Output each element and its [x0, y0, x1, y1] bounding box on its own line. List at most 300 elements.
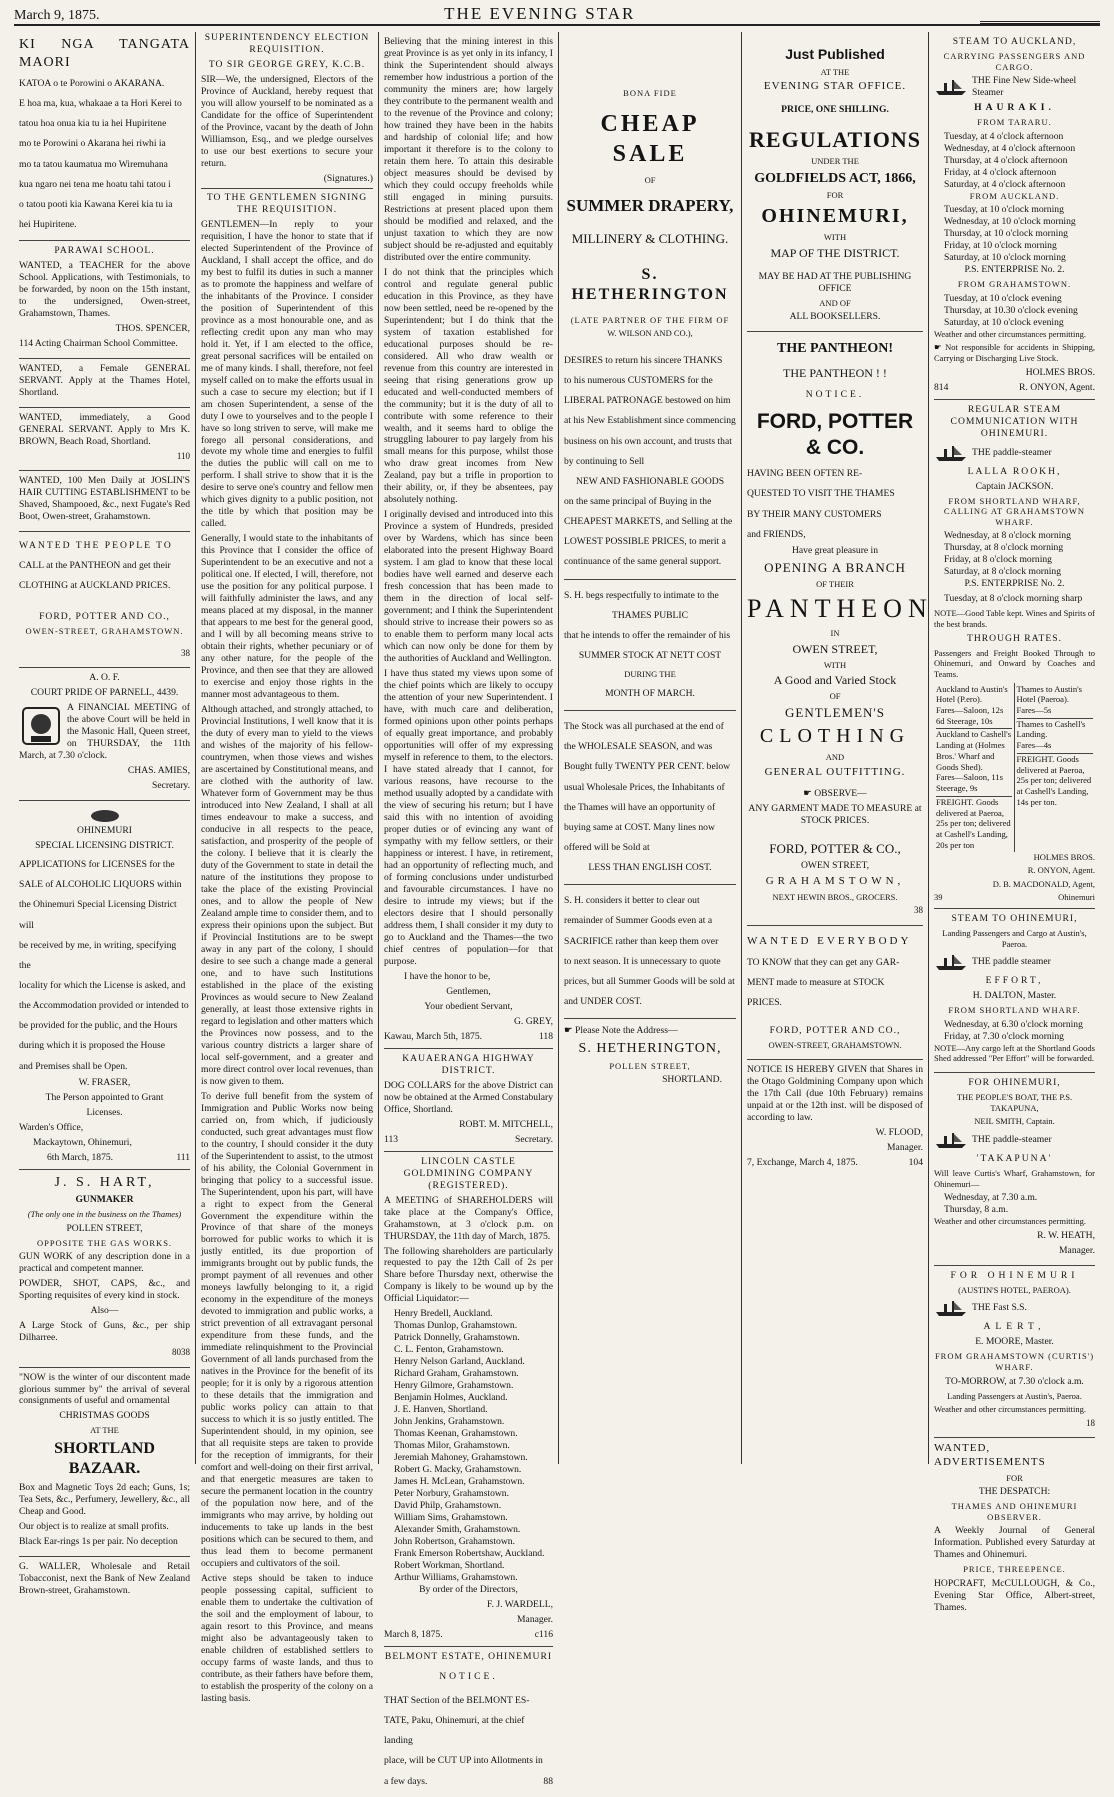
lincoln-castle-ad [384, 1152, 553, 1647]
column-1 [14, 32, 196, 1596]
act-name: GOLDFIELDS ACT, 1866, [754, 170, 916, 186]
belmont-body [384, 1691, 553, 1792]
column-6 [929, 32, 1100, 1613]
under-the: UNDER THE [811, 156, 859, 167]
ad-line [384, 1772, 553, 1792]
ship-name: HAURAKI. [974, 102, 1055, 114]
weather-note: Weather and other circumstances permitting. [934, 1404, 1087, 1415]
requisition-signatures: (Signatures.) [323, 172, 373, 184]
fare-route: Auckland to Austin's Hotel (P.ero). [936, 683, 1008, 705]
newspaper-title: THE EVENING STAR [444, 4, 636, 23]
list-item: Tuesday, at 4 o'clock afternoon [944, 130, 1064, 142]
clothing: CLOTHING [759, 725, 911, 748]
opening-branch: OPENING A BRANCH [764, 559, 906, 575]
steam-title: FOR OHINEMURI, [968, 1077, 1061, 1089]
agent-name: R. ONYON, Agent. [1027, 865, 1095, 876]
requisition-title: SUPERINTENDENCY ELECTION REQUISITION. [204, 32, 370, 55]
ship-name: ALERT, [983, 1321, 1046, 1333]
gunmaker-body: GUN WORK of any description done in a practical and competent manner. [19, 1251, 190, 1275]
steamship-icon [934, 1298, 968, 1318]
maori-line: hei Hupiritene. [19, 218, 77, 230]
table-note: NOTE—Good Table kept. Wines and Spirits of the best brands. [934, 608, 1095, 630]
ad-line: locality for which the License is asked, and [19, 980, 186, 992]
despatch-price: PRICE, THREEPENCE. [963, 1564, 1066, 1575]
aof-title: A. O. F. [89, 672, 120, 684]
notice-manager: Manager. [887, 1141, 923, 1153]
shareholder-list [384, 1308, 553, 1584]
ad-line: HAVING BEEN OFTEN RE- [747, 468, 863, 480]
bazaar-body: "NOW is the winter of our discontent made glorious summer by" the arrival of several consignments of useful and ornamental [19, 1371, 190, 1407]
bazaar-ad [19, 1368, 190, 1557]
ad-number: 113 [384, 1133, 399, 1145]
aof-secretary: Secretary. [152, 780, 190, 792]
maori-line: E hoa ma, kua, whakaae a ta Hori Kerei to [19, 98, 182, 110]
ship-master: E. MOORE, Master. [975, 1336, 1054, 1348]
merchant-late: (LATE PARTNER OF THE FIRM OF [570, 314, 730, 325]
ad-line: CALL at the PANTHEON and get their [19, 560, 171, 572]
month-of-march: MONTH OF MARCH. [605, 687, 695, 699]
maori-title: KI NGA TANGATA MAORI [19, 37, 190, 70]
merchant-name: S. HETHERINGTON [571, 265, 729, 303]
masthead-rule [980, 21, 1100, 24]
belmont-ad [384, 1647, 553, 1797]
ad-number: 104 [908, 1156, 923, 1168]
tobacconist-ad [19, 1557, 190, 1605]
gunmaker-also: Also— [90, 1305, 119, 1317]
requisition-body: SIR—We, the undersigned, Electors of the Province of Auckland, hereby request that you will allow yourself to be nominated as a Candidate for the office of Superintendent of the Province, vacant by the death of John Williamson, Esq., and we pledge ourselves to use our best exertions to secure your return. [201, 73, 373, 169]
list-item: Tuesday, at 10 o'clock morning [944, 204, 1064, 216]
list-item: Friday, at 7.30 o'clock morning [944, 1030, 1064, 1042]
bazaar-at: AT THE [90, 1425, 119, 1436]
observer-title: THAMES AND OHINEMURI OBSERVER. [951, 1501, 1078, 1522]
fare-route: Thames to Austin's Hotel (Paeroa). [1016, 683, 1083, 705]
list-item: J. E. Hanven, Shortland. [394, 1404, 488, 1416]
effort-ad [934, 909, 1095, 1073]
publisher: HOPCRAFT, McCULLOUGH, & Co., Evening Star Office, Albert-street, Thames. [934, 1577, 1095, 1613]
maori-line: mo ta tatou kaumatua mo Wiremuhana [19, 158, 168, 170]
ad-line: CLOTHING at AUCKLAND PRICES. [19, 580, 171, 592]
bazaar-rings: Black Ear-rings 1s per pair. No deception [19, 1536, 178, 1548]
freight-rate: FREIGHT. Goods delivered at Paeroa, 25s per ton; delivered at Cashell's Landing, 14s per ton. [1016, 753, 1092, 807]
highway-signature: ROBT. M. MITCHELL, [459, 1118, 553, 1130]
list-item: Arthur Williams, Grahamstown. [394, 1572, 518, 1584]
steam-subtitle: CARRYING PASSENGERS AND CARGO. [943, 50, 1086, 72]
fare-route: Auckland to Cashell's Landing at (Holmes Bros.' Wharf and Goods Shed). [936, 729, 1012, 772]
maori-notice [19, 32, 190, 241]
may-be-had: MAY BE HAD AT THE PUBLISHING OFFICE [758, 270, 912, 294]
timetable [934, 204, 1095, 264]
hetherington-ad [564, 32, 736, 1086]
with-label: WITH [823, 232, 847, 243]
pointing-hand-icon: ☛ [934, 342, 946, 353]
departure-heading: FROM GRAHAMSTOWN (CURTIS') WHARF. [934, 1351, 1095, 1372]
reply-paragraph: To derive full benefit from the system of Immigration and Public Works now being carried on, from which, if judiciously conducted, such great advantages must flow to the country, I should consider it the duty of the Superintendent to assist, to the utmost of his ability, the Colonial Government in bringing that policy to a successful issue. The Superintendent, upon his part, will have a right to expect from the General Government the expenditure within the Province of that share of the moneys borrowed for public works to which it is justly entitled, its due proportion of immigrants brought out by public funds, the prompt payment of all revenues and other moneys lawfully belonging to it, a rigid economy in the expenditure of the moneys devoted to immigration and public works, a strict prevention of all extravagant personal expenditure from these funds, and the immediate relinquishment to the Provincial Government of all lands purchased from the natives in the Province for the benefit of its people; for it is only by a rigorous attention to these details that the immigration and public works policy can attain to that success to which it is so justly entitled. The Superintendent should, in my opinion, see that all requisite steps are taken to provide for the reception of immigrants, for their comfort and well-doing on their first arrival, and that energetic measures are taken to secure the permanent location in the country of the population now here, and of the immigrants who may arrive, by holding out inducements to take up lands in the best positions which can be secured to them, and thus lead them to become permanent occupiers and cultivators of the soil. [201, 1090, 373, 1570]
ad-line: and Premises shall be Open. [19, 1060, 128, 1072]
timetable [934, 293, 1095, 329]
licensing-date: 6th March, 1875. [47, 1151, 114, 1163]
fare-price: Fares—Saloon, 12s 6d Steerage, 10s [936, 704, 1004, 726]
with-label: WITH [823, 659, 847, 670]
lalla-rookh-ad [934, 400, 1095, 909]
steamship-icon [934, 443, 968, 463]
map-label: MAP OF THE DISTRICT. [770, 245, 900, 260]
weather-note: Weather and other circumstances permitting. [934, 1216, 1087, 1227]
ad-line-text: a few days. [384, 1775, 428, 1787]
divider [564, 884, 736, 885]
school-body: WANTED, a TEACHER for the above School. Applications, with Testimonials, to be forwarded, by noon on the 15th instant, to the undersigned, Owen-street, Grahamstown, Thames. [19, 260, 190, 320]
of-label: OF [829, 691, 841, 702]
regulations-title: REGULATIONS [749, 126, 921, 152]
ad-line: CHEAPEST MARKETS, and Selling at the [564, 516, 733, 528]
list-item: Thomas Milor, Grahamstown. [394, 1440, 510, 1452]
ship-name: P.S. ENTERPRISE No. 2. [964, 264, 1065, 276]
at-the: AT THE [820, 66, 850, 77]
sale-of: OF [644, 174, 656, 185]
list-item: Saturday, at 10 o'clock morning [944, 252, 1066, 264]
ad-line: business on his own account, and trusts that [564, 435, 732, 447]
ad-line: TATE, Paku, Ohinemuri, at the chief landing [384, 1715, 525, 1747]
rates-title: THROUGH RATES. [966, 632, 1063, 644]
notice-signature: W. FLOOD, [875, 1126, 923, 1138]
ship-captain: NEIL SMITH, Captain. [974, 1116, 1055, 1127]
list-item: Thursday, at 10.30 o'clock evening [944, 304, 1078, 316]
ad-line: WANTED THE PEOPLE TO [19, 540, 173, 552]
ad-line: and UNDER COST. [564, 995, 642, 1007]
firm-name: FORD, POTTER AND CO., [769, 1025, 901, 1037]
steam-title: FOR OHINEMURI [950, 1269, 1079, 1281]
letter-closing: I have the honor to be, [404, 970, 491, 982]
school-title: PARAWAI SCHOOL. [54, 245, 155, 257]
list-item: Benjamin Holmes, Auckland. [394, 1392, 508, 1404]
cargo-note: NOTE—Any cargo left at the Shortland Goods Shed addressed "Per Effort" will be forwarded. [934, 1042, 1095, 1064]
ship-name: 'TAKAPUNA' [976, 1152, 1053, 1164]
ad-line: DESIRES to return his sincere THANKS [564, 355, 723, 366]
otago-notice [747, 1060, 923, 1174]
steam-title: STEAM TO OHINEMURI, [951, 913, 1078, 925]
merchant-body-4 [564, 891, 736, 1012]
royal-arms-icon [87, 807, 123, 823]
list-item: Peter Norbury, Grahamstown. [394, 1488, 510, 1500]
ad-number: c116 [534, 1629, 553, 1641]
ad-number: 88 [543, 1775, 553, 1787]
agent-row [934, 892, 1095, 903]
foresters-crest-icon [19, 704, 63, 748]
ad-line: the Thames will have an opportunity of [564, 801, 716, 813]
list-item: Thursday, at 4 o'clock afternoon [944, 154, 1068, 166]
general-servant-ad [19, 408, 190, 471]
list-item: Robert Workman, Shortland. [394, 1560, 505, 1572]
list-item: Henry Gilmore, Grahamstown. [394, 1380, 514, 1392]
fares-table [934, 683, 1095, 852]
list-item: William Sims, Grahamstown. [394, 1512, 508, 1524]
responsibility-line [934, 342, 1095, 363]
and-label: AND [825, 752, 845, 763]
next-to: NEXT HEWIN BROS., GROCERS. [772, 891, 898, 902]
ad-text: WANTED, 100 Men Daily at JOSLIN'S HAIR CUTTING ESTABLISHMENT to be Shaved, Shampooed, &c., next Fugate's Red Boot, Owen-street, Grahamstown. [19, 475, 190, 523]
ad-line: Bought fully TWENTY PER CENT. below [564, 761, 731, 773]
letter-date-row [384, 1031, 553, 1043]
list-item: Saturday, at 10 o'clock evening [944, 316, 1064, 328]
licensing-date-row [19, 1152, 190, 1164]
list-item: John Jenkins, Grahamstown. [394, 1416, 505, 1428]
fare-price: Fares—5s [1016, 704, 1052, 715]
steam-subtitle: (AUSTIN'S HOTEL, PAEROA). [958, 1284, 1071, 1295]
barber-ad [19, 471, 190, 532]
ad-number: 111 [176, 1151, 190, 1163]
merchant-firm: W. WILSON AND CO.), [607, 328, 693, 339]
office-name: EVENING STAR OFFICE. [763, 80, 907, 93]
ad-line: the WHOLESALE SEASON, and was [564, 741, 713, 753]
of-their: OF THEIR [816, 579, 854, 590]
address-town: SHORTLAND. [662, 1074, 722, 1086]
varied-stock: A Good and Varied Stock [773, 673, 897, 688]
list-item: Henry Nelson Garland, Auckland. [394, 1356, 525, 1368]
list-item: Robert G. Macky, Grahamstown. [394, 1464, 522, 1476]
ship-master: H. DALTON, Master. [972, 990, 1057, 1002]
gunmaker-tagline: (The only one in the business on the Thames) [27, 1209, 182, 1220]
observe-text: OBSERVE— [814, 787, 867, 799]
notice-date-row [747, 1157, 923, 1169]
list-item: Tuesday, at 8 o'clock morning sharp [944, 593, 1083, 605]
ship-name: P.S. ENTERPRISE No. 2. [964, 578, 1065, 590]
for-label: FOR [1006, 1472, 1023, 1483]
list-item: Tuesday, at 10 o'clock evening [944, 292, 1062, 304]
agent-name: R. ONYON, Agent. [1019, 381, 1095, 393]
departure-heading: FROM SHORTLAND WHARF, CALLING AT GRAHAMSTOWN WHARF. [943, 495, 1086, 527]
sale-millinery: MILLINERY & CLOTHING. [571, 230, 729, 246]
despatch-headline: WANTED, ADVERTISEMENTS [934, 1442, 1046, 1468]
bazaar-items: Box and Magnetic Toys 2d each; Guns, 1s; Tea Sets, &c., Perfumery, Jewellery, &c., all Cheap and Good. [19, 1482, 190, 1518]
female-servant-ad [19, 359, 190, 408]
freight-rate: FREIGHT. Goods delivered at Paeroa, 25s per ton; delivered at Cashell's Landing, 20s per ton [936, 796, 1011, 850]
highway-title: KAUAERANGA HIGHWAY DISTRICT. [402, 1052, 535, 1076]
timetable [934, 1019, 1095, 1043]
list-item: Saturday, at 8 o'clock morning [944, 566, 1062, 578]
departure-heading: FROM SHORTLAND WHARF. [948, 1005, 1081, 1016]
list-item: Wednesday, at 7.30 a.m. [944, 1192, 1038, 1204]
ad-line: LIBERAL PATRONAGE bestowed on him [564, 395, 731, 407]
steamship-icon [934, 77, 968, 97]
list-item: Friday, at 8 o'clock morning [944, 554, 1052, 566]
departure-heading: FROM TARARU. [977, 117, 1052, 128]
belmont-title: BELMONT ESTATE, OHINEMURI [384, 1651, 553, 1662]
column-5 [742, 32, 933, 1464]
ad-line: continuance of the same general support. [564, 556, 722, 568]
ad-line: PRICES. [747, 996, 782, 1008]
letter-paragraph: Believing that the mining interest in this great Province is as yet only in its infancy, I think the Superintendent should always remember how industrious a portion of the community the miners are; how largely they contribute to the permanent wealth and to the revenue of the Province and colony; how trained they have been in the habits and hardship of colonial life; and how important it therefore is to the colony to retain them here. To attain this desirable object measures should be devised by which they could occupy freeholds while still engaged in mining pursuits. Restrictions at present placed upon them should be modified and relaxed, and the unjust taxation to which they are now subject should be re-adjusted and equitably distributed over the entire community. [384, 36, 553, 263]
ad-number: 18 [1086, 1417, 1095, 1428]
licensing-place: Mackaytown, Ohinemuri, [33, 1136, 132, 1148]
letter-signature: G. GREY, [513, 1015, 553, 1027]
ship-intro: THE Fast S.S. [972, 1302, 1027, 1314]
issue-date: March 9, 1875. [14, 8, 100, 23]
requisition-to: TO SIR GEORGE GREY, K.C.B. [208, 58, 366, 70]
list-item: Jeremiah Mahoney, Grahamstown. [394, 1452, 528, 1464]
gunmaker-stock: A Large Stock of Guns, &c., per ship Dilharree. [19, 1320, 190, 1344]
ship-intro: THE paddle-steamer [972, 446, 1052, 458]
ad-line: at his New Establishment since commencing [564, 415, 736, 427]
ad-line: and FRIENDS, [747, 528, 806, 540]
ad-line: place, will be CUT UP into Allotments in [384, 1755, 543, 1767]
ad-line: remainder of Summer Goods even at a [564, 915, 713, 927]
address-name: S. HETHERINGTON, [578, 1041, 722, 1057]
gunmaker-location: OPPOSITE THE GAS WORKS. [36, 1237, 173, 1248]
list-item: Patrick Donnelly, Grahamstown. [394, 1332, 520, 1344]
reply-paragraph: Active steps should be taken to induce people possessing capital, sufficient to enable them to undertake the cultivation of the soil and the employment of labour, to again resort to this Province, and means might also be advantageously taken to enable children of established settlers to occupy farms of waste lands, and thus to contribute, as their fathers have before them, to establish the prosperity of the colony on a lasting basis. [201, 1573, 373, 1704]
ad-line: to his numerous CUSTOMERS for the [564, 375, 713, 387]
bazaar-goods: CHRISTMAS GOODS [59, 1410, 150, 1422]
ship-row [934, 1298, 1095, 1318]
alert-ad [934, 1266, 1095, 1438]
ad-line: usual Wholesale Prices, the Inhabitants of [564, 781, 725, 793]
steam-subtitle: THE PEOPLE'S BOAT, THE P.S. TAKAPUNA, [956, 1092, 1073, 1113]
reply-paragraph: GENTLEMEN—In reply to your requisition, I have the honor to state that if elected Superintendent of the Province of Auckland, I shall accept the office, and do my best to fulfil its duties in such a manner as to promote the happiness and welfare of the inhabitants of the Province. I consider the position of Superintendent of this province as a most honourable one, and as reflecting credit upon any man who may hold it. Yet, if I am elected to the office, great personal sacrifices will be entailed on me of many kinds. I shall, therefore, not feel myself called on to make the efforts usual in such a case to secure my election; but if I am chosen Superintendent, a sense of the duty I owe to yourselves and to the people I have so long striven to serve, will make me forego all personal considerations, and devote my whole time and energies to fulfil the duties the public will call on me to perform. I shall strive to show that it is the desire to serve one's country and fellow men which gives dignity to a public position, not the title by which that position may be called. [201, 218, 373, 530]
list-item: James H. McLean, Grahamstown. [394, 1476, 525, 1488]
pantheon-big: PANTHEON [747, 593, 933, 623]
bazaar-object: Our object is to realize at small profits. [19, 1521, 169, 1533]
firm-address: OWEN-STREET, GRAHAMSTOWN. [25, 625, 184, 636]
address-note [564, 1025, 736, 1037]
steam-subtitle: Landing Passengers and Cargo at Austin's, Paeroa. [942, 928, 1087, 949]
agent-name: D. B. MACDONALD, Agent, [992, 878, 1095, 889]
licensing-signature: W. FRASER, [78, 1076, 131, 1088]
ship-row [934, 443, 1095, 463]
lincoln-date-row [384, 1629, 553, 1641]
and-of: AND OF [819, 297, 851, 308]
ad-number: 814 [934, 381, 949, 393]
gentlemens: GENTLEMEN'S [784, 705, 885, 721]
thames-public: THAMES PUBLIC [612, 609, 688, 621]
belmont-notice: NOTICE. [439, 1670, 498, 1682]
list-item: Richard Graham, Grahamstown. [394, 1368, 519, 1380]
ad-line: BY THEIR MANY CUSTOMERS [747, 508, 882, 520]
steamship-icon [934, 1130, 968, 1150]
despatch-title: THE DESPATCH: [978, 1486, 1051, 1498]
maori-line: o tatou pooti kia Kawana Kerei kia tu ia [19, 198, 173, 210]
landing-note: Landing Passengers at Austin's, Paeroa. [947, 1390, 1082, 1401]
list-item: Friday, at 10 o'clock morning [944, 240, 1057, 252]
list-item: Thomas Keenan, Grahamstown. [394, 1428, 518, 1440]
takapuna-ad [934, 1073, 1095, 1266]
ad-line: QUESTED TO VISIT THE THAMES [747, 488, 895, 500]
licensing-role: Licenses. [86, 1106, 123, 1118]
divider [564, 579, 736, 580]
ad-number: 38 [914, 905, 923, 916]
grey-letter-continued [384, 32, 553, 1049]
notice-label: NOTICE. [805, 388, 865, 400]
ad-line: during which it is proposed the House [19, 1040, 166, 1052]
lincoln-manager: Manager. [517, 1614, 553, 1626]
departure-heading: FROM GRAHAMSTOWN. [957, 279, 1072, 290]
regulations-ad [747, 32, 923, 332]
merchant-body [564, 351, 736, 573]
fares-right [1015, 683, 1096, 852]
list-item: C. L. Fenton, Grahamstown. [394, 1344, 504, 1356]
ad-line: SALE of ALCOHOLIC LIQUORS within [19, 879, 182, 891]
lincoln-date: March 8, 1875. [384, 1629, 443, 1641]
letter-date: Kawau, March 5th, 1875. [384, 1030, 483, 1042]
fare-price: Fares—4s [1016, 740, 1052, 751]
ad-lines [19, 536, 190, 596]
ohinemuri-title: OHINEMURI, [761, 205, 909, 228]
column-2 [196, 32, 379, 1704]
list-item: Thursday, at 8 o'clock morning [944, 542, 1064, 554]
in-label: IN [830, 628, 840, 639]
aof-signature: CHAS. AMIES, [127, 765, 190, 777]
maori-line: kua ngaro nei tena me hoatu tahi tatou i [19, 178, 171, 190]
lincoln-signature: F. J. WARDELL, [487, 1599, 553, 1611]
highway-body: DOG COLLARS for the above District can now be obtained at the Armed Constabulary Office, Shortland. [384, 1079, 553, 1115]
list-item: Alexander Smith, Grahamstown. [394, 1524, 521, 1536]
aof-ad [19, 668, 190, 801]
manager-title: Manager. [1059, 1244, 1095, 1256]
ad-line: The Stock was all purchased at the end of [564, 721, 724, 733]
owen-street: OWEN STREET, [792, 641, 878, 656]
sale-summer: SUMMER DRAPERY, [566, 196, 734, 216]
fares-left [934, 683, 1015, 852]
firm-name: FORD, POTTER AND CO., [39, 610, 170, 622]
ad-line: THAT Section of the BELMONT ES- [384, 1694, 530, 1706]
merchant-body-2 [564, 586, 736, 705]
grahamstown: GRAHAMSTOWN, [765, 874, 905, 887]
highway-sign-row [384, 1134, 553, 1146]
letter-paragraph: I originally devised and introduced into this Province a system of Hundreds, presided over by Wardens, which has since been elaborated into the present Highway Board system. I am glad to know that these local bodies have well earned and deserve each fresh concession that has been made to them in the direction of local self-government; and I think the Superintendent should strive to increase their powers so as to enable them to perform many local acts which can now only be done for them by the authorities of Auckland and Wellington. [384, 509, 553, 665]
ford-potter-headline: FORD, POTTER & CO. [756, 409, 914, 460]
ad-line: S. H. considers it better to clear out [564, 895, 700, 907]
ad-line: TO KNOW that they can get any GAR- [747, 956, 900, 968]
letter-closing: Your obedient Servant, [424, 1000, 513, 1012]
pointing-hand-icon: ☛ [564, 1025, 575, 1037]
divider [564, 1018, 736, 1019]
lincoln-body: The following shareholders are particularly requested to pay the 12th Call of 2s per Share before Thursday next, otherwise the Company is likely to be wound up by the Official Liquidator:— [384, 1245, 553, 1305]
gunmaker-powder: POWDER, SHOT, CAPS, &c., and Sporting requisites of every kind in stock. [19, 1278, 190, 1302]
responsibility-note: Not responsible for accidents in Shipping, Carrying or Discharging Live Stock. [934, 342, 1096, 364]
agent-name: HOLMES BROS. [1025, 366, 1095, 378]
merchant-body-3 [564, 717, 736, 878]
price: PRICE, ONE SHILLING. [781, 103, 889, 115]
manager-name: R. W. HEATH, [1037, 1229, 1095, 1241]
letter-closing: Gentlemen, [446, 985, 491, 997]
ad-text: WANTED, a Female GENERAL SERVANT. Apply at the Thames Hotel, Shortland. [19, 363, 190, 398]
ad-line: prices, but all Summer Goods will be sold at [564, 975, 735, 987]
list-item: Frank Emerson Robertshaw, Auckland. [394, 1548, 545, 1560]
hauraki-ad [934, 32, 1095, 400]
firm-address: OWEN-STREET, GRAHAMSTOWN. [768, 1040, 902, 1051]
outfitting: GENERAL OUTFITTING. [764, 765, 906, 778]
agent-name: HOLMES BROS. [1033, 851, 1095, 862]
gunmaker-name: J. S. HART, [54, 1174, 155, 1190]
list-item: Wednesday, at 8 o'clock morning [944, 530, 1071, 542]
ad-lines [747, 930, 923, 1014]
licensing-role: The Person appointed to Grant [45, 1091, 164, 1103]
departure-heading: FROM AUCKLAND. [969, 190, 1060, 201]
ad-line: on the same principal of Buying in the [564, 495, 712, 507]
maori-line: KATOA o te Porowini o AKARANA. [19, 78, 165, 89]
sale-headline: CHEAP SALE [600, 110, 700, 167]
divider [564, 710, 736, 711]
gunmaker-trade: GUNMAKER [75, 1194, 134, 1206]
reply-title: TO THE GENTLEMEN SIGNING THE REQUISITION. [201, 188, 373, 216]
list-item: Thomas Dunlop, Grahamstown. [394, 1320, 518, 1332]
licensing-place: Warden's Office, [19, 1121, 84, 1133]
timetable [934, 530, 1095, 578]
gunmaker-street: POLLEN STREET, [66, 1222, 143, 1234]
steam-title: REGULAR STEAM COMMUNICATION WITH OHINEMURI. [950, 403, 1079, 439]
address-street: POLLEN STREET, [609, 1060, 691, 1071]
notice-body: NOTICE IS HEREBY GIVEN that Shares in the Otago Goldmining Company upon which the 17th Call (due 10th February) remains unpaid at or the 12th inst. will be disposed of according to law. [747, 1063, 923, 1123]
just-published: Just Published [785, 46, 885, 62]
timetable [934, 1192, 1095, 1216]
